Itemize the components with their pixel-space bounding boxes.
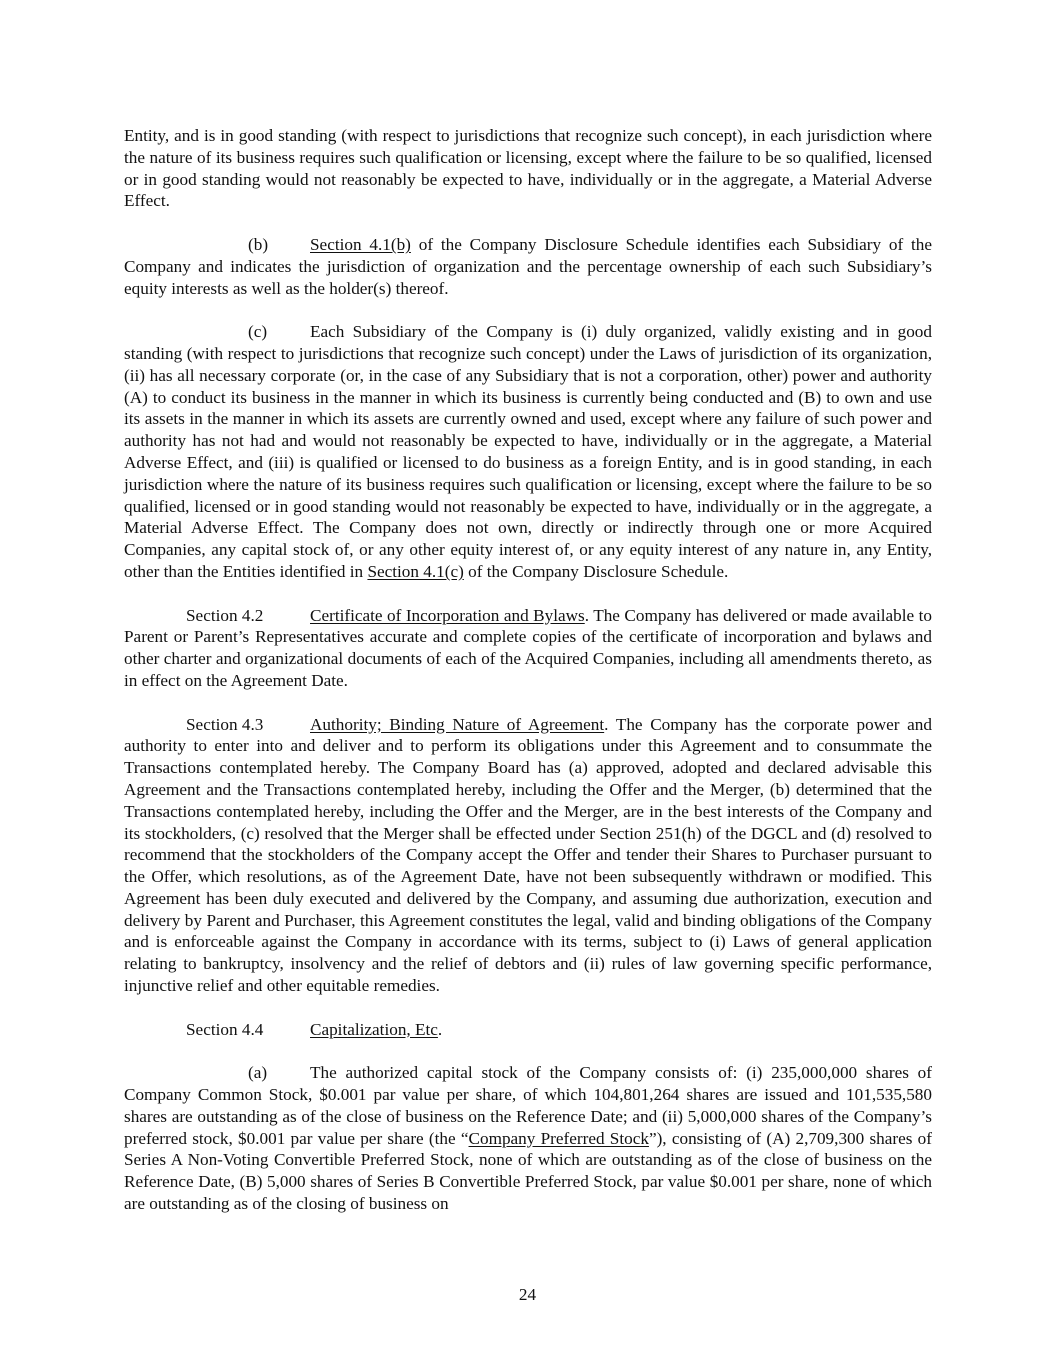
heading-punctuation: . <box>437 1019 443 1039</box>
section-reference-link: Section 4.1(c) <box>367 561 464 581</box>
section-reference-link: Section 4.1(b) <box>310 234 411 254</box>
section-4-2 <box>124 605 932 692</box>
paragraph-continuation <box>124 125 932 212</box>
section-4-3 <box>124 714 932 997</box>
paragraph-text: Entity, and is in good standing (with respect to jurisdictions that recognize such concept), in each jurisdiction where the nature of its business requires such qualification or licensing, except where the failure to be so qualified, licensed or in good standing would not reasonably be expected to have, individually or in the aggregate, a Material Adverse Effect. <box>124 126 932 211</box>
section-4-4-heading <box>124 1019 932 1041</box>
paragraph-text: The authorized capital stock of the Company consists of: (i) 235,000,000 shares of Company Common Stock, $0.001 par value per share, of which 104,801,264 shares are issued and 101,535,580 shares are outstanding as of the close of business on the Reference Date; and (ii) 5,000,000 shares of the Company’s preferred stock, $0.001 par value per share (the “ <box>124 1063 932 1148</box>
clause-label: (c) <box>248 322 268 342</box>
paragraph-text-tail: of the Company Disclosure Schedule. <box>463 561 729 581</box>
paragraph-4-1-b <box>124 234 932 299</box>
page-number: 24 <box>518 1285 537 1304</box>
paragraph-text-tail: ”), consisting of (A) 2,709,300 shares of Series A Non-Voting Convertible Preferred Stock, none of which are outstanding as of the close of business on the Reference Date, (B) 5,000 shares of Series B Convertible Preferred Stock, par value $0.001 per share, none of which are outstanding as of the closing of business on <box>124 1128 932 1214</box>
paragraph-text: of the Company Disclosure Schedule identifies each Subsidiary of the Company and indicates the jurisdiction of organization and the percentage ownership of each such Subsidiary’s equity interests as well as the holder(s) thereof. <box>124 234 932 298</box>
section-number: Section 4.4 <box>186 1019 264 1039</box>
paragraph-text: . The Company has delivered or made available to Parent or Parent’s Representatives accurate and complete copies of the certificate of incorporation and bylaws and other charter and organizational documents of each of the Acquired Companies, including all amendments thereto, as in effect on the Agreement Date. <box>124 605 932 690</box>
paragraph-4-1-c <box>124 321 932 583</box>
section-number: Section 4.3 <box>186 714 264 734</box>
section-title: Capitalization, Etc <box>310 1019 438 1039</box>
paragraph-text: . The Company has the corporate power and authority to enter into and deliver and to perform its obligations under this Agreement and to consummate the Transactions contemplated hereby. The Company Board has (a) approved, adopted and declared advisable this Agreement and the Transactions contemplated hereby, including the Offer and the Merger, (b) determined that the Transactions contemplated hereby, including the Offer and the Merger, are in the best interests of the Company and its stockholders, (c) resolved that the Merger shall be effected under Section 251(h) of the DGCL and (d) resolved to recommend that the stockholders of the Company accept the Offer and tender their Shares to Purchaser pursuant to the Offer, which resolutions, as of the Agreement Date, have not been subsequently withdrawn or modified. This Agreement has been duly executed and delivered by the Company, and assuming due authorization, execution and delivery by Parent and Purchaser, this Agreement constitutes the legal, valid and binding obligations of the Company and is enforceable against the Company in accordance with its terms, subject to (i) Laws of general application relating to bankruptcy, insolvency and the relief of debtors and (ii) rules of law governing specific performance, injunctive relief and other equitable remedies. <box>124 714 932 996</box>
section-title: Certificate of Incorporation and Bylaws <box>310 605 585 625</box>
paragraph-4-4-a <box>124 1062 932 1215</box>
clause-label: (a) <box>248 1063 268 1083</box>
document-page <box>124 125 932 1237</box>
section-title: Authority; Binding Nature of Agreement <box>310 714 605 734</box>
clause-label: (b) <box>248 234 269 254</box>
paragraph-text: Each Subsidiary of the Company is (i) duly organized, validly existing and in good standing (with respect to jurisdictions that recognize such concept) under the Laws of jurisdiction of its organization, (ii) has all necessary corporate (or, in the case of any Subsidiary that is not a corporation, other) power and authority (A) to conduct its business in the manner in which its business is currently being conducted and (B) to own and use its assets in the manner in which its assets are currently owned and used, except where any failure of such power and authority has not had and would not reasonably be expected to have, individually or in the aggregate, a Material Adverse Effect, and (iii) is qualified or licensed to do business as a foreign Entity, and is in good standing, in each jurisdiction where the nature of its business requires such qualification or licensing, except where the failure to be so qualified, licensed or in good standing would not reasonably be expected to have, individually or in the aggregate, a Material Adverse Effect. The Company does not own, directly or indirectly through one or more Acquired Companies, any capital stock of, or any other equity interest of, or any equity interest of any nature in, any Entity, other than the Entities identified in <box>124 322 932 581</box>
section-number: Section 4.2 <box>186 605 264 625</box>
defined-term: Company Preferred Stock <box>468 1128 649 1148</box>
